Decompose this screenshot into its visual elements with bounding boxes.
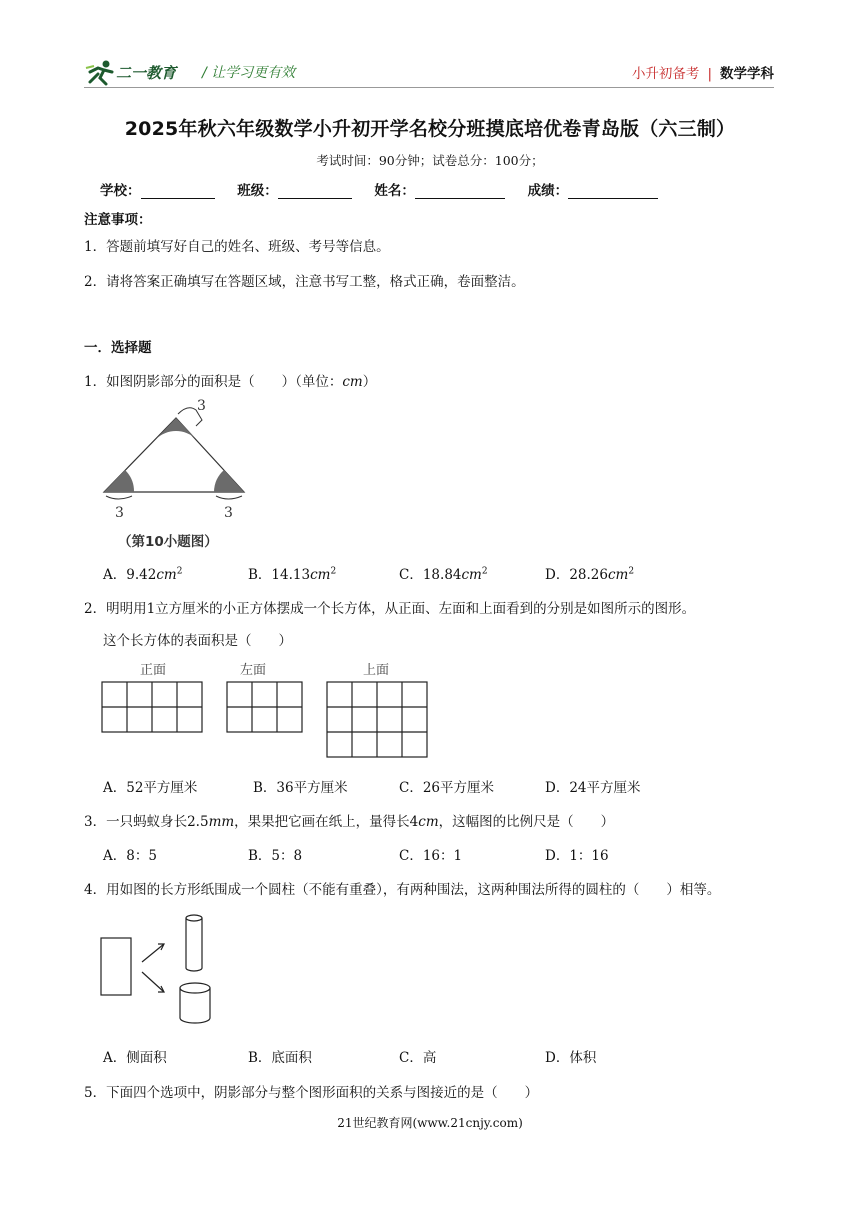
short-cylinder xyxy=(180,983,210,1023)
q3-option-d[interactable]: D．1：16 xyxy=(545,848,609,864)
header-tag-exam: 小升初备考 xyxy=(631,66,700,82)
top-view-grid xyxy=(327,682,427,757)
q2-option-d[interactable]: D．24平方厘米 xyxy=(545,780,641,796)
view-left-label: 左面 xyxy=(240,663,267,678)
view-front-label: 正面 xyxy=(140,663,167,678)
q2-option-b[interactable]: B．36平方厘米 xyxy=(253,780,348,796)
q3-option-a[interactable]: A．8：5 xyxy=(103,848,157,864)
figure-caption: （第10小题图） xyxy=(118,534,218,550)
left-view-grid xyxy=(227,682,302,732)
q2-option-c[interactable]: C．26平方厘米 xyxy=(399,780,495,796)
runner-icon xyxy=(84,58,116,88)
field-class-label: 班级： xyxy=(237,183,278,199)
field-name-label: 姓名： xyxy=(374,183,415,199)
q4-option-a[interactable]: A．侧面积 xyxy=(103,1050,167,1066)
q4-option-d[interactable]: D．体积 xyxy=(545,1050,597,1066)
notes-heading: 注意事项： xyxy=(84,212,152,228)
paper-rectangle xyxy=(101,938,131,995)
front-view-grid xyxy=(102,682,202,732)
question-1-figure xyxy=(98,396,252,556)
label-top: 3 xyxy=(197,398,206,414)
q3-option-c[interactable]: C．16：1 xyxy=(399,848,463,864)
page-title: 2025年秋六年级数学小升初开学名校分班摸底培优卷青岛版（六三制） xyxy=(124,118,736,140)
arrows xyxy=(142,944,164,992)
header-separator: | xyxy=(707,66,712,82)
header-tags xyxy=(632,62,774,82)
question-4-figure xyxy=(98,910,218,1030)
q1-option-d[interactable]: D．$28.26cm^2$ xyxy=(545,566,635,583)
field-score-label: 成绩： xyxy=(527,183,569,199)
q1-option-b[interactable]: B．$14.13cm^2$ xyxy=(248,566,337,583)
note-item: 2．请将答案正确填写在答题区域，注意书写工整，格式正确，卷面整洁。 xyxy=(84,274,525,290)
question-5-stem: 5．下面四个选项中，阴影部分与整个图形面积的关系与图接近的是（ ） xyxy=(84,1085,539,1101)
label-right: 3 xyxy=(224,505,233,521)
q2-option-a[interactable]: A．52平方厘米 xyxy=(103,780,198,796)
slogan: / 让学习更有效 xyxy=(202,65,296,81)
field-school-blank[interactable] xyxy=(141,184,215,199)
question-2-stem: 2．明明用1立方厘米的小正方体摆成一个长方体，从正面、左面和上面看到的分别是如图所示的图形。 xyxy=(84,601,696,617)
page-footer: 21世纪教育网(www.21cnjy.com) xyxy=(337,1116,523,1130)
student-info-fields xyxy=(100,179,676,199)
q4-option-b[interactable]: B．底面积 xyxy=(248,1050,312,1066)
question-1-stem: 1．如图阴影部分的面积是（ ）（单位：cm） xyxy=(84,374,377,390)
header-tag-subject: 数学学科 xyxy=(720,66,774,82)
logo-text: 二一教育 xyxy=(116,64,177,82)
brand-logo xyxy=(84,58,194,90)
view-top-label: 上面 xyxy=(363,663,390,678)
q3-option-b[interactable]: B．5：8 xyxy=(248,848,303,864)
section-heading: 一．选择题 xyxy=(84,340,152,356)
note-item: 1．答题前填写好自己的姓名、班级、考号等信息。 xyxy=(84,239,390,255)
question-2-stem-cont: 这个长方体的表面积是（ ） xyxy=(103,633,292,649)
q1-option-c[interactable]: C．$18.84cm^2$ xyxy=(399,566,488,583)
field-class-blank[interactable] xyxy=(278,184,352,199)
question-4-stem: 4．用如图的长方形纸围成一个圆柱（不能有重叠），有两种围法，这两种围法所得的圆柱的（ ）相等。 xyxy=(84,882,721,898)
field-score-blank[interactable] xyxy=(568,184,658,199)
header-divider xyxy=(84,87,774,88)
exam-meta: 考试时间：90分钟；试卷总分：100分； xyxy=(316,153,544,168)
label-left: 3 xyxy=(115,505,124,521)
question-2-figure xyxy=(100,658,432,760)
field-name-blank[interactable] xyxy=(415,184,505,199)
field-school-label: 学校： xyxy=(100,183,141,199)
q1-option-a[interactable]: A．$9.42cm^2$ xyxy=(103,566,183,583)
tall-cylinder xyxy=(186,915,202,971)
q4-option-c[interactable]: C．高 xyxy=(399,1050,437,1066)
question-3-stem: 3．一只蚂蚁身长2.5mm，果果把它画在纸上，量得长4cm，这幅图的比例尺是（ ） xyxy=(84,814,615,830)
